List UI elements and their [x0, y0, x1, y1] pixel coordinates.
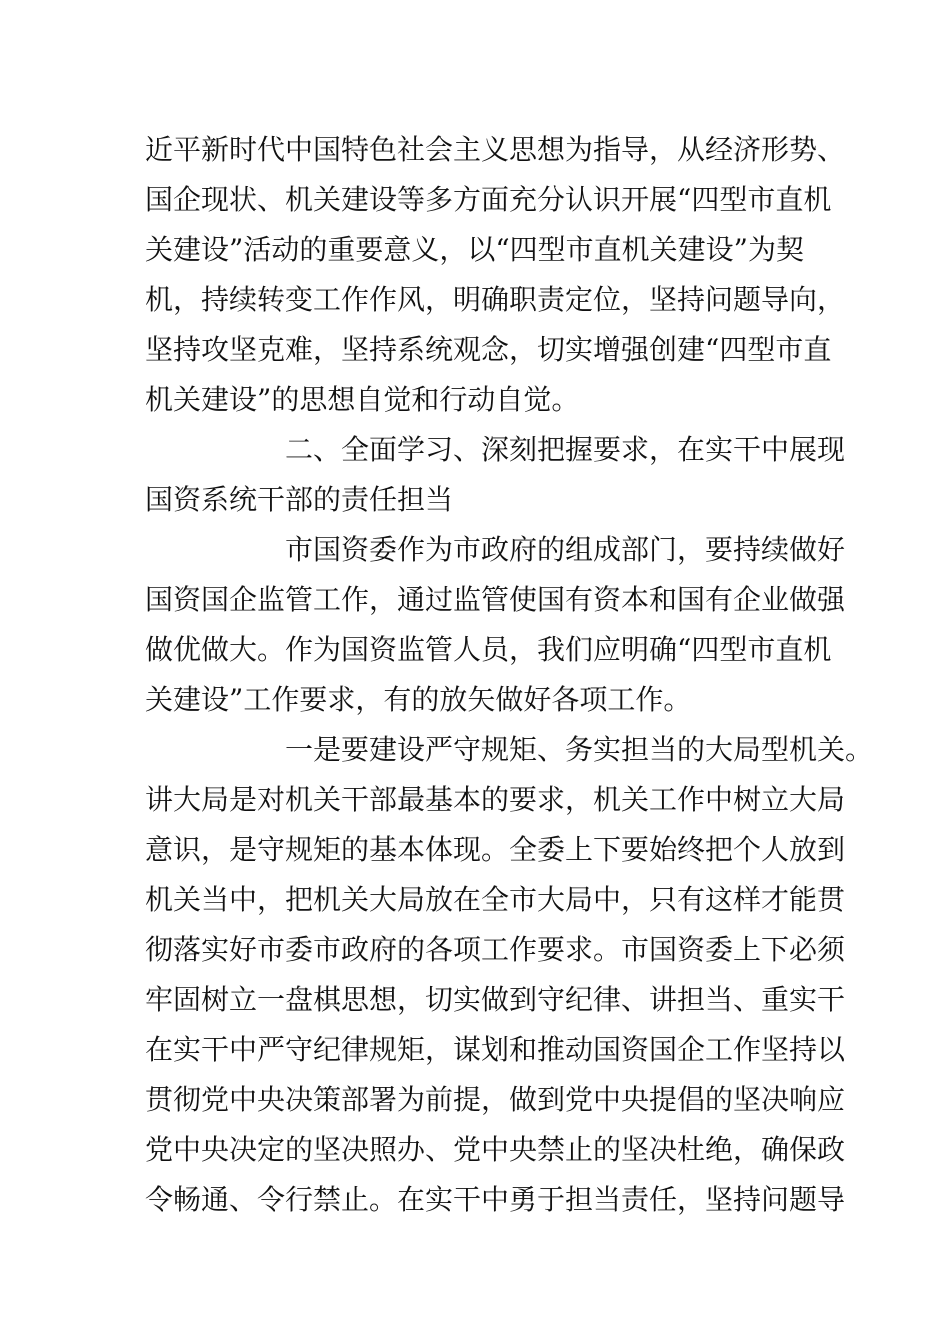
- body-text-line: 令畅通、令行禁止。在实干中勇于担当责任，坚持问题导: [145, 1183, 846, 1216]
- body-text-line: 国资国企监管工作，通过监管使国有资本和国有企业做强: [145, 583, 846, 616]
- body-text-line: 党中央决定的坚决照办、党中央禁止的坚决杜绝，确保政: [145, 1133, 846, 1166]
- body-text-line: 一是要建设严守规矩、务实担当的大局型机关。: [285, 733, 874, 766]
- body-text-line: 意识，是守规矩的基本体现。全委上下要始终把个人放到: [145, 833, 846, 866]
- body-text-line: 机，持续转变工作作风，明确职责定位，坚持问题导向，: [145, 283, 846, 316]
- body-text-line: 在实干中严守纪律规矩，谋划和推动国资国企工作坚持以: [145, 1033, 846, 1066]
- body-text-line: 关建设”活动的重要意义，以“四型市直机关建设”为契: [145, 233, 804, 266]
- body-text-line: 彻落实好市委市政府的各项工作要求。市国资委上下必须: [145, 933, 846, 966]
- body-text-line: 国企现状、机关建设等多方面充分认识开展“四型市直机: [145, 183, 832, 216]
- body-text-line: 讲大局是对机关干部最基本的要求，机关工作中树立大局: [145, 783, 846, 816]
- body-text-line: 机关建设”的思想自觉和行动自觉。: [145, 383, 580, 416]
- section-heading-line: 二、全面学习、深刻把握要求，在实干中展现: [285, 433, 846, 466]
- body-text-line: 做优做大。作为国资监管人员，我们应明确“四型市直机: [145, 633, 832, 666]
- body-text-line: 贯彻党中央决策部署为前提，做到党中央提倡的坚决响应: [145, 1083, 846, 1116]
- body-text-line: 机关当中，把机关大局放在全市大局中，只有这样才能贯: [145, 883, 846, 916]
- body-text-line: 近平新时代中国特色社会主义思想为指导，从经济形势、: [145, 133, 846, 166]
- section-heading-line: 国资系统干部的责任担当: [145, 483, 454, 516]
- body-text-line: 牢固树立一盘棋思想，切实做到守纪律、讲担当、重实干: [145, 983, 846, 1016]
- body-text-line: 关建设”工作要求，有的放矢做好各项工作。: [145, 683, 692, 716]
- body-text-line: 坚持攻坚克难，坚持系统观念，切实增强创建“四型市直: [145, 333, 832, 366]
- body-text-line: 市国资委作为市政府的组成部门，要持续做好: [285, 533, 846, 566]
